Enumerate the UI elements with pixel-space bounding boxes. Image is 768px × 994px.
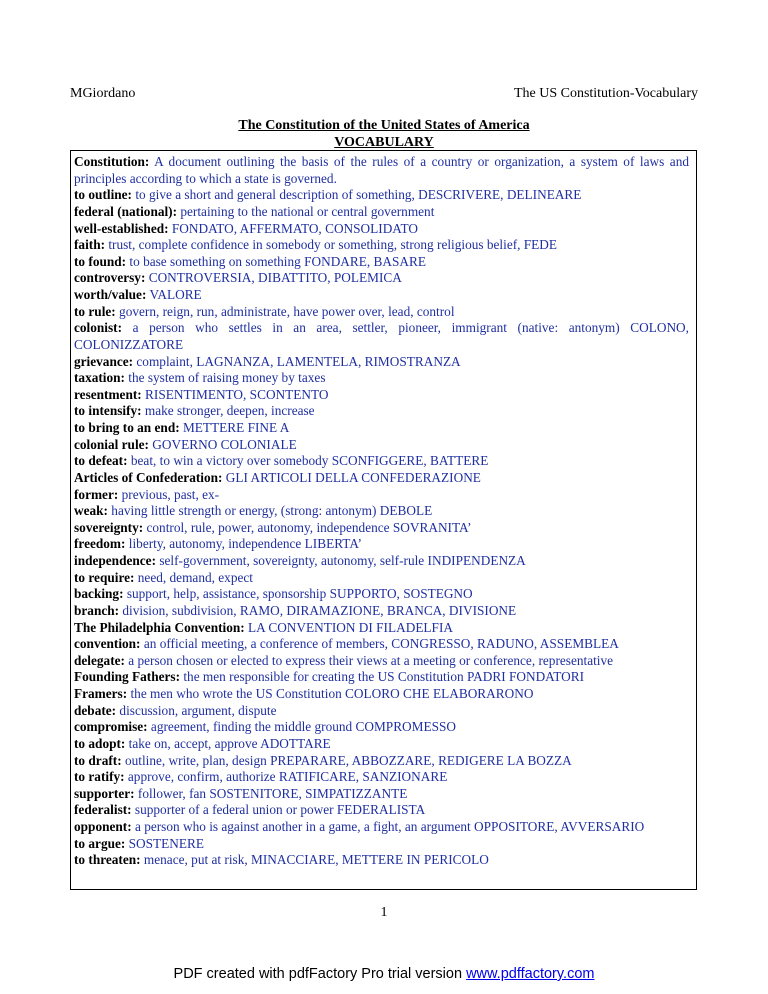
vocab-term: supporter: <box>74 785 135 801</box>
vocab-term: independence: <box>74 553 157 568</box>
vocab-entry <box>74 254 689 271</box>
vocab-entry <box>74 503 689 520</box>
vocab-definition: agreement, finding the middle ground COMPROMESSO <box>147 719 457 735</box>
vocab-entry <box>74 270 689 287</box>
vocab-entry <box>74 736 689 753</box>
vocab-entry <box>74 620 689 637</box>
vocab-term: to argue: <box>74 835 126 851</box>
vocab-term: controversy: <box>74 270 146 286</box>
vocab-definition: supporter of a federal union or power FEDERALISTA <box>131 802 426 818</box>
vocab-term: to bring to an end: <box>74 420 180 435</box>
vocab-definition: make stronger, deepen, increase <box>141 403 315 419</box>
vocab-term: compromise: <box>74 719 148 735</box>
vocab-entry <box>74 686 689 703</box>
vocab-entry <box>74 354 689 371</box>
vocab-entry <box>74 819 689 836</box>
vocab-term: to found: <box>74 253 127 269</box>
title-line-2: VOCABULARY <box>334 135 434 150</box>
vocab-entry <box>74 753 689 770</box>
vocab-term: Framers: <box>74 686 128 701</box>
vocab-definition: VALORE <box>146 287 202 302</box>
vocab-term: well-established: <box>74 220 169 236</box>
header-doc-title: The US Constitution-Vocabulary <box>513 86 698 101</box>
vocab-term: debate: <box>74 702 117 718</box>
vocab-entry <box>74 786 689 803</box>
vocab-term: worth/value: <box>74 287 147 302</box>
footer-link[interactable]: www.pdffactory.com <box>466 966 595 982</box>
header-author: MGiordano <box>70 86 136 101</box>
vocab-definition: RISENTIMENTO, SCONTENTO <box>141 386 329 402</box>
vocab-definition: approve, confirm, authorize RATIFICARE, SANZIONARE <box>124 769 448 785</box>
vocab-entry <box>74 387 689 404</box>
vocab-term: sovereignty: <box>74 519 144 535</box>
vocab-term: grievance: <box>74 353 134 369</box>
vocab-entry <box>74 703 689 720</box>
vocab-definition: follower, fan SOSTENITORE, SIMPATIZZANTE <box>134 785 408 801</box>
vocab-term: to require: <box>74 569 135 585</box>
vocab-term: branch: <box>74 602 120 618</box>
vocab-entry <box>74 470 689 487</box>
vocab-definition: GOVERNO COLONIALE <box>148 436 297 452</box>
vocab-term: to intensify: <box>74 403 142 419</box>
vocab-term: to outline: <box>74 187 132 203</box>
vocab-entry <box>74 669 689 686</box>
vocab-definition: to base something on something FONDARE, BASARE <box>126 253 427 269</box>
vocab-definition: a person chosen or elected to express their views at a meeting or conference, representative <box>124 652 614 668</box>
vocab-definition: need, demand, expect <box>134 569 253 585</box>
vocab-entry <box>74 536 689 553</box>
vocabulary-table <box>70 150 697 890</box>
vocab-definition: an official meeting, a conference of members, CONGRESSO, RADUNO, ASSEMBLEA <box>140 636 619 652</box>
vocab-term: opponent: <box>74 819 132 834</box>
vocab-term: federal (national): <box>74 203 178 219</box>
vocab-entry <box>74 287 689 304</box>
vocab-definition: CONTROVERSIA, DIBATTITO, POLEMICA <box>145 270 402 286</box>
title-line-1: The Constitution of the United States of America <box>238 118 530 133</box>
vocab-entry <box>74 836 689 853</box>
vocab-definition: menace, put at risk, MINACCIARE, METTERE IN PERICOLO <box>140 852 489 868</box>
page-number: 1 <box>380 905 388 920</box>
vocab-definition: A document outlining the basis of the rules of a country or organization, a system of laws and principles according to which a state is governed. <box>74 154 689 186</box>
vocab-definition: pertaining to the national or central government <box>177 203 435 219</box>
vocab-entry <box>74 586 689 603</box>
vocab-definition: a person who is against another in a game, a fight, an argument OPPOSITORE, AVVERSARIO <box>131 819 645 834</box>
vocab-definition: outline, write, plan, design PREPARARE, ABBOZZARE, REDIGERE LA BOZZA <box>121 752 572 768</box>
vocab-term: to rule: <box>74 303 116 319</box>
vocab-definition: previous, past, ex- <box>118 486 220 502</box>
vocab-term: faith: <box>74 237 106 253</box>
vocab-entry <box>74 403 689 420</box>
vocab-definition: SOSTENERE <box>125 835 205 851</box>
vocab-entry <box>74 453 689 470</box>
vocab-entry <box>74 304 689 321</box>
vocab-definition: self-government, sovereignty, autonomy, self-rule INDIPENDENZA <box>156 553 526 568</box>
vocab-definition: LA CONVENTION DI FILADELFIA <box>244 619 453 635</box>
vocab-term: Articles of Confederation: <box>74 469 223 485</box>
vocab-term: to defeat: <box>74 453 128 469</box>
vocabulary-list <box>74 154 689 869</box>
vocab-term: to adopt: <box>74 735 126 751</box>
vocab-entry <box>74 852 689 869</box>
vocab-entry <box>74 553 689 570</box>
vocab-definition: GLI ARTICOLI DELLA CONFEDERAZIONE <box>222 469 481 485</box>
vocab-entry <box>74 719 689 736</box>
vocab-term: colonist: <box>74 320 123 336</box>
vocab-term: delegate: <box>74 652 125 668</box>
vocab-entry <box>74 570 689 587</box>
vocab-definition: govern, reign, run, administrate, have power over, lead, control <box>115 303 455 319</box>
vocab-term: to draft: <box>74 752 122 768</box>
vocab-entry <box>74 237 689 254</box>
vocab-term: backing: <box>74 586 124 602</box>
vocab-entry <box>74 320 689 353</box>
vocab-definition: METTERE FINE A <box>179 420 290 435</box>
vocab-entry <box>74 653 689 670</box>
vocab-term: taxation: <box>74 370 125 386</box>
vocab-entry <box>74 204 689 221</box>
vocab-entry <box>74 487 689 504</box>
vocab-entry <box>74 802 689 819</box>
vocab-definition: having little strength or energy, (strong: antonym) DEBOLE <box>107 503 433 519</box>
vocab-definition: complaint, LAGNANZA, LAMENTELA, RIMOSTRANZA <box>133 353 461 369</box>
vocab-definition: division, subdivision, RAMO, DIRAMAZIONE, BRANCA, DIVISIONE <box>119 602 517 618</box>
vocab-term: convention: <box>74 636 141 652</box>
vocab-definition: take on, accept, approve ADOTTARE <box>125 735 331 751</box>
vocab-definition: a person who settles in an area, settler, pioneer, immigrant (native: antonym) COLONO, COLONIZZATORE <box>74 320 689 352</box>
vocab-entry <box>74 769 689 786</box>
vocab-term: to ratify: <box>74 769 125 785</box>
vocab-entry <box>74 636 689 653</box>
vocab-definition: beat, to win a victory over somebody SCONFIGGERE, BATTERE <box>127 453 489 469</box>
vocab-definition: support, help, assistance, sponsorship SUPPORTO, SOSTEGNO <box>123 586 473 602</box>
pdf-footer <box>0 966 768 982</box>
vocab-definition: the men who wrote the US Constitution COLORO CHE ELABORARONO <box>127 686 534 701</box>
vocab-entry <box>74 420 689 437</box>
vocab-definition: the men responsible for creating the US Constitution PADRI FONDATORI <box>180 669 585 685</box>
vocab-term: to threaten: <box>74 852 141 868</box>
vocab-entry <box>74 187 689 204</box>
vocab-definition: the system of raising money by taxes <box>124 370 326 386</box>
vocab-entry <box>74 520 689 537</box>
vocab-term: The Philadelphia Convention: <box>74 619 245 635</box>
vocab-term: federalist: <box>74 802 132 818</box>
vocab-term: former: <box>74 486 119 502</box>
document-title <box>0 117 768 151</box>
vocab-term: resentment: <box>74 386 142 402</box>
vocab-term: weak: <box>74 503 108 519</box>
vocab-entry <box>74 370 689 387</box>
vocab-definition: FONDATO, AFFERMATO, CONSOLIDATO <box>168 220 418 236</box>
vocab-definition: liberty, autonomy, independence LIBERTA’ <box>125 536 362 552</box>
vocab-entry <box>74 221 689 238</box>
vocab-term: freedom: <box>74 536 126 552</box>
vocab-entry <box>74 437 689 454</box>
vocab-definition: trust, complete confidence in somebody or something, strong religious belief, FEDE <box>105 237 558 253</box>
vocab-definition: control, rule, power, autonomy, independence SOVRANITA’ <box>143 519 472 535</box>
vocab-entry <box>74 603 689 620</box>
vocab-term: Founding Fathers: <box>74 669 181 685</box>
vocab-definition: to give a short and general description of something, DESCRIVERE, DELINEARE <box>132 187 582 203</box>
footer-text: PDF created with pdfFactory Pro trial version <box>173 966 467 982</box>
vocab-definition: discussion, argument, dispute <box>116 702 277 718</box>
vocab-term: Constitution: <box>74 154 150 169</box>
vocab-term: colonial rule: <box>74 436 149 452</box>
vocab-entry <box>74 154 689 187</box>
